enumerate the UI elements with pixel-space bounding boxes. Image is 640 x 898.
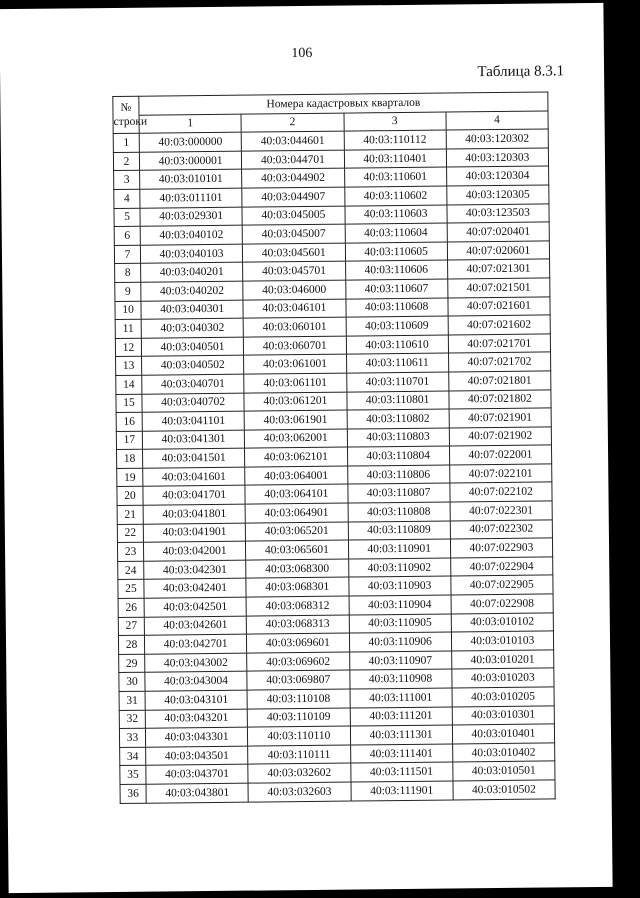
cadastral-number-cell: 40:03:043004 [145,672,247,692]
cadastral-number-cell: 40:03:046101 [243,299,345,319]
cadastral-number-cell: 40:03:110611 [346,353,448,373]
cadastral-number-cell: 40:07:022301 [450,501,552,521]
cadastral-number-cell: 40:07:022302 [450,520,552,540]
cadastral-number-cell: 40:07:022908 [451,594,553,614]
row-number-cell: 26 [118,598,144,617]
cadastral-number-cell: 40:03:042501 [144,597,246,617]
cadastral-number-cell: 40:03:110610 [346,335,448,355]
cadastral-number-cell: 40:03:111201 [350,707,452,727]
cadastral-number-cell: 40:03:045701 [243,261,345,281]
cadastral-number-cell: 40:03:040701 [142,374,244,394]
cadastral-number-cell: 40:03:110111 [248,745,350,765]
cadastral-number-cell: 40:03:110604 [345,223,447,243]
cadastral-number-cell: 40:03:110806 [347,465,449,485]
cadastral-number-cell: 40:03:044902 [242,168,344,188]
cadastral-number-cell: 40:03:120304 [446,166,548,186]
cadastral-number-cell: 40:03:042401 [144,579,246,599]
cadastral-number-cell: 40:07:021902 [449,427,551,447]
row-number-cell: 9 [115,282,141,301]
cadastral-number-cell: 40:03:061201 [244,392,346,412]
row-number-cell: 20 [117,487,143,506]
row-number-cell: 7 [114,245,140,264]
row-number-header [113,96,148,133]
row-number-cell: 14 [116,375,142,394]
column-header-1: 1 [139,114,241,134]
cadastral-number-cell: 40:07:022904 [450,557,552,577]
cadastral-number-cell: 40:03:044701 [242,150,344,170]
cadastral-number-cell: 40:03:110908 [349,669,451,689]
cadastral-number-cell: 40:03:010101 [140,170,242,190]
document-page [0,3,613,893]
row-number-cell: 13 [116,357,142,376]
cadastral-number-cell: 40:07:020601 [447,241,549,261]
cadastral-number-cell: 40:03:010201 [451,650,553,670]
cadastral-number-cell: 40:03:040201 [141,262,243,282]
cadastral-number-cell: 40:03:065601 [246,540,348,560]
row-number-cell: 16 [116,412,142,431]
row-number-cell: 6 [114,226,140,245]
cadastral-number-cell: 40:03:064001 [245,466,347,486]
cadastral-number-cell: 40:03:111401 [350,744,452,764]
cadastral-number-cell: 40:03:110907 [349,651,451,671]
cadastral-number-cell: 40:03:069807 [247,670,349,690]
cadastral-number-cell: 40:03:041601 [143,467,245,487]
cadastral-number-cell: 40:03:010402 [452,743,554,763]
cadastral-number-cell: 40:07:021901 [449,408,551,428]
row-number-cell: 12 [115,338,141,357]
cadastral-number-cell: 40:03:041301 [142,430,244,450]
row-number-cell: 25 [118,580,144,599]
cadastral-number-cell: 40:03:110109 [247,708,349,728]
cadastral-number-cell: 40:03:110802 [347,409,449,429]
cadastral-number-cell: 40:03:061901 [244,410,346,430]
cadastral-number-cell: 40:03:110901 [348,539,450,559]
cadastral-number-cell: 40:03:000001 [139,151,241,171]
row-number-cell: 17 [116,431,142,450]
cadastral-number-cell: 40:07:020401 [447,222,549,242]
cadastral-number-cell: 40:03:110603 [344,205,446,225]
row-number-cell: 23 [117,542,143,561]
table-body [113,129,555,803]
table-row [120,780,555,803]
cadastral-number-cell: 40:03:123503 [447,204,549,224]
cadastral-number-cell: 40:07:021301 [447,259,549,279]
cadastral-number-cell: 40:03:044907 [242,187,344,207]
row-number-cell: 35 [120,766,146,785]
cadastral-number-cell: 40:03:111301 [350,725,452,745]
cadastral-number-cell: 40:03:111901 [351,781,453,801]
column-header-4: 4 [446,111,548,131]
cadastral-number-cell: 40:07:021702 [448,352,550,372]
cadastral-number-cell: 40:07:021802 [449,389,551,409]
cadastral-number-cell: 40:03:043801 [146,783,248,803]
cadastral-number-cell: 40:03:041501 [143,448,245,468]
cadastral-number-cell: 40:07:022001 [449,445,551,465]
cadastral-number-cell: 40:03:110803 [347,428,449,448]
cadastral-number-cell: 40:07:021701 [448,334,550,354]
cadastral-number-cell: 40:03:110904 [349,595,451,615]
cadastral-number-cell: 40:03:040702 [142,393,244,413]
cadastral-number-cell: 40:03:043002 [145,653,247,673]
cadastral-number-cell: 40:03:110808 [348,502,450,522]
cadastral-number-cell: 40:03:040103 [140,244,242,264]
cadastral-number-cell: 40:03:110602 [344,186,446,206]
cadastral-number-cell: 40:03:110903 [348,576,450,596]
cadastral-number-cell: 40:03:120302 [446,129,548,149]
cadastral-number-cell: 40:03:042701 [144,634,246,654]
row-number-cell: 5 [114,208,140,227]
row-number-cell: 31 [119,691,145,710]
cadastral-number-cell: 40:03:029301 [140,207,242,227]
cadastral-number-cell: 40:07:022101 [449,464,551,484]
row-number-cell: 34 [120,747,146,766]
row-number-cell: 4 [114,189,140,208]
cadastral-number-cell: 40:03:040202 [141,281,243,301]
cadastral-number-cell: 40:03:045601 [243,243,345,263]
cadastral-number-cell: 40:03:000000 [139,132,241,152]
cadastral-number-cell: 40:03:110607 [345,279,447,299]
row-number-cell: 1 [113,133,139,152]
cadastral-number-cell: 40:03:043701 [146,764,248,784]
cadastral-number-cell: 40:03:032602 [248,763,350,783]
row-number-cell: 3 [114,171,140,190]
column-header-3: 3 [343,112,445,132]
cadastral-number-cell: 40:07:021501 [447,278,549,298]
cadastral-number-cell: 40:03:011101 [140,188,242,208]
cadastral-number-cell: 40:03:064101 [245,485,347,505]
cadastral-table [112,91,555,803]
cadastral-number-cell: 40:03:110905 [349,614,451,634]
row-number-cell: 32 [119,710,145,729]
row-number-cell: 11 [115,319,141,338]
cadastral-number-cell: 40:03:120303 [446,148,548,168]
row-number-cell: 19 [117,468,143,487]
cadastral-number-cell: 40:03:110608 [345,298,447,318]
row-number-cell: 24 [118,561,144,580]
row-number-cell: 33 [119,728,145,747]
cadastral-number-cell: 40:03:111501 [350,762,452,782]
cadastral-number-cell: 40:03:010501 [453,761,555,781]
row-number-cell: 28 [118,635,144,654]
cadastral-number-cell: 40:03:043501 [146,746,248,766]
cadastral-number-cell: 40:07:022102 [450,482,552,502]
row-number-cell: 15 [116,394,142,413]
cadastral-number-cell: 40:03:062101 [245,447,347,467]
table-title: Таблица 8.3.1 [477,63,565,81]
cadastral-number-cell: 40:03:010203 [452,668,554,688]
cadastral-number-cell: 40:03:110609 [346,316,448,336]
cadastral-number-cell: 40:03:110401 [344,149,446,169]
cadastral-number-cell: 40:03:110902 [348,558,450,578]
column-header-2: 2 [241,113,343,133]
cadastral-number-cell: 40:07:021801 [448,371,550,391]
row-number-cell: 30 [119,673,145,692]
cadastral-number-cell: 40:03:110801 [346,391,448,411]
cadastral-number-cell: 40:03:041701 [143,486,245,506]
row-number-cell: 29 [119,654,145,673]
row-number-cell: 18 [117,449,143,468]
cadastral-number-cell: 40:03:032603 [248,782,350,802]
cadastral-number-cell: 40:03:041801 [143,504,245,524]
cadastral-number-cell: 40:03:110605 [345,242,447,262]
row-number-cell: 27 [118,617,144,636]
cadastral-number-cell: 40:03:040501 [141,337,243,357]
row-number-cell: 22 [117,524,143,543]
cadastral-number-cell: 40:03:111001 [350,688,452,708]
group-header: Номера кадастровых кварталов [139,92,548,115]
cadastral-number-cell: 40:03:041101 [142,411,244,431]
cadastral-number-cell: 40:03:068313 [247,615,349,635]
cadastral-number-cell: 40:03:040301 [141,300,243,320]
cadastral-number-cell: 40:03:110807 [347,483,449,503]
cadastral-number-cell: 40:03:010205 [452,687,554,707]
cadastral-number-cell: 40:03:010102 [451,613,553,633]
cadastral-number-cell: 40:03:042601 [144,616,246,636]
cadastral-number-cell: 40:07:022905 [451,575,553,595]
cadastral-number-cell: 40:03:110906 [349,632,451,652]
cadastral-number-cell: 40:03:042001 [143,541,245,561]
cadastral-number-cell: 40:07:022903 [450,538,552,558]
cadastral-number-cell: 40:03:040302 [141,318,243,338]
cadastral-number-cell: 40:03:043101 [145,690,247,710]
cadastral-number-cell: 40:03:045007 [242,224,344,244]
cadastral-number-cell: 40:03:040102 [140,225,242,245]
cadastral-number-cell: 40:07:021601 [448,296,550,316]
cadastral-number-cell: 40:03:061101 [244,373,346,393]
page-number: 106 [291,45,313,62]
cadastral-number-cell: 40:03:060101 [243,317,345,337]
cadastral-number-cell: 40:03:042301 [144,560,246,580]
cadastral-number-cell: 40:03:068312 [246,596,348,616]
cadastral-number-cell: 40:03:120305 [447,185,549,205]
cadastral-number-cell: 40:03:010401 [452,724,554,744]
cadastral-number-cell: 40:03:068301 [246,578,348,598]
cadastral-number-cell: 40:03:110804 [347,446,449,466]
cadastral-number-cell: 40:03:061001 [244,354,346,374]
cadastral-number-cell: 40:03:010502 [453,780,555,800]
cadastral-number-cell: 40:03:010301 [452,706,554,726]
row-number-header-line1: № [120,101,132,115]
cadastral-number-cell: 40:03:110112 [344,130,446,150]
row-number-cell: 2 [113,152,139,171]
row-number-cell: 21 [117,505,143,524]
cadastral-number-cell: 40:03:062001 [245,429,347,449]
cadastral-number-cell: 40:03:110601 [344,167,446,187]
cadastral-number-cell: 40:03:065201 [246,522,348,542]
cadastral-number-cell: 40:03:060701 [244,336,346,356]
row-number-cell: 36 [120,784,146,803]
row-number-cell: 10 [115,301,141,320]
cadastral-number-cell: 40:03:040502 [142,355,244,375]
cadastral-number-cell: 40:03:069602 [247,652,349,672]
cadastral-number-cell: 40:03:068300 [246,559,348,579]
cadastral-number-cell: 40:03:044601 [241,131,343,151]
cadastral-number-cell: 40:03:043301 [145,727,247,747]
cadastral-number-cell: 40:07:021602 [448,315,550,335]
cadastral-number-cell: 40:03:041901 [143,523,245,543]
cadastral-number-cell: 40:03:043201 [145,709,247,729]
row-number-cell: 8 [115,264,141,283]
cadastral-number-cell: 40:03:110809 [348,521,450,541]
cadastral-number-cell: 40:03:110701 [346,372,448,392]
cadastral-number-cell: 40:03:110606 [345,260,447,280]
cadastral-number-cell: 40:03:045005 [242,206,344,226]
cadastral-number-cell: 40:03:110110 [248,726,350,746]
row-number-header-line2: строки [113,115,148,129]
cadastral-number-cell: 40:03:110108 [247,689,349,709]
cadastral-number-cell: 40:03:069601 [247,633,349,653]
cadastral-number-cell: 40:03:046000 [243,280,345,300]
cadastral-number-cell: 40:03:010103 [451,631,553,651]
cadastral-number-cell: 40:03:064901 [245,503,347,523]
